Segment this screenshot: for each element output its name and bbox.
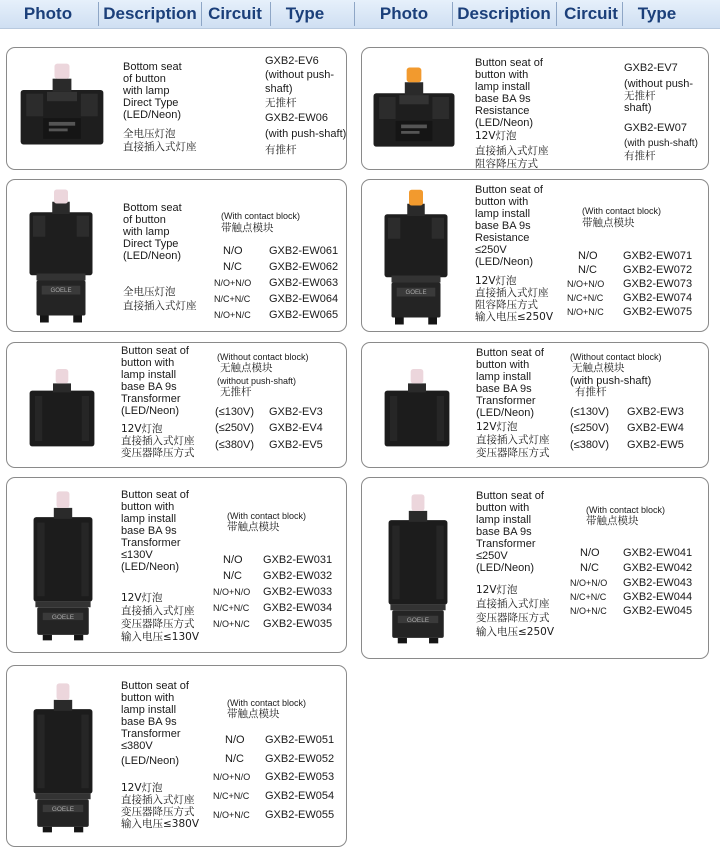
type-code: GXB2-EW4 [627, 422, 684, 434]
type-code: GXB2-EW042 [623, 562, 693, 574]
desc-cn-line: 12V灯泡 [121, 592, 163, 604]
desc-line: Direct Type [123, 238, 179, 250]
circuit-label: N/C+N/C [213, 603, 250, 613]
product-photo [15, 54, 109, 156]
desc-line: (LED/Neon) [123, 109, 182, 121]
desc-line: (LED/Neon) [475, 117, 534, 129]
type-code: GXB2-EW075 [623, 306, 693, 318]
product-card-ev7 [361, 47, 709, 170]
header-divider [98, 2, 99, 26]
desc-cn-line: 12V灯泡 [475, 130, 517, 142]
desc-line: base BA 9s [475, 93, 531, 105]
desc-line: Button seat of [476, 347, 544, 359]
circuit-label: N/O+N/C [570, 606, 607, 616]
desc-line: Button seat of [121, 489, 189, 501]
desc-line: lamp install [121, 513, 177, 525]
header-type: Type [637, 4, 677, 23]
contact-block-note: (With contact block) [586, 505, 666, 515]
desc-cn-line: 变压器降压方式 [476, 447, 550, 459]
circuit-label: N/O [578, 250, 598, 262]
product-card-ev6 [6, 47, 347, 170]
type-note: shaft) [624, 102, 652, 114]
desc-cn-line: 12V灯泡 [121, 782, 163, 794]
contact-block-note: (Without contact block) [217, 352, 309, 362]
circuit-label: N/O+N/O [567, 279, 605, 289]
desc-line: (LED/Neon) [121, 561, 180, 573]
desc-line: Button seat of [476, 490, 544, 502]
contact-block-note: (Without contact block) [570, 352, 662, 362]
desc-cn-line: 变压器降压方式 [476, 612, 550, 624]
desc-line: Bottom seat [123, 61, 182, 73]
product-photo [17, 674, 109, 838]
desc-cn-line: 直接插入式灯座 [476, 434, 550, 446]
desc-line: lamp install [121, 369, 177, 381]
circuit-label: N/O [223, 245, 243, 257]
circuit-label: N/O+N/O [214, 278, 252, 288]
desc-line: of button [123, 73, 166, 85]
desc-cn-line: 12V灯泡 [476, 584, 518, 596]
desc-line: base BA 9s [121, 525, 177, 537]
voltage-label: (≤250V) [215, 422, 255, 434]
push-shaft-note: (without push-shaft) [217, 376, 297, 386]
lamp-white [57, 491, 70, 508]
desc-line: (LED/Neon) [476, 562, 535, 574]
contact-block-note-cn: 带触点模块 [582, 217, 635, 229]
desc-line: (LED/Neon) [476, 407, 535, 419]
header-type: Type [285, 4, 325, 23]
desc-cn-line: 变压器降压方式 [121, 447, 195, 459]
desc-line: Transformer [476, 395, 536, 407]
type-note: (without push- [624, 78, 694, 90]
circuit-label: N/C+N/C [570, 592, 607, 602]
voltage-label: (≤130V) [570, 406, 610, 418]
circuit-label: N/O+N/C [214, 310, 251, 320]
desc-cn-line: 直接插入式灯座 [123, 300, 197, 312]
type-code: GXB2-EV3 [269, 406, 323, 418]
type-code: GXB2-EW063 [269, 277, 339, 289]
product-logo-text: GOELE [50, 286, 72, 294]
contact-block-note: (With contact block) [227, 698, 307, 708]
lamp-white [56, 369, 69, 383]
type-code: GXB2-EW07 [624, 122, 687, 134]
type-code: GXB2-EW034 [263, 602, 333, 614]
desc-line: lamp install [475, 81, 531, 93]
type-code: GXB2-EW074 [623, 292, 693, 304]
type-code: GXB2-EW035 [263, 618, 333, 630]
circuit-label: N/O [580, 547, 600, 559]
header-photo: Photo [23, 4, 73, 23]
desc-line: button with [476, 359, 530, 371]
product-card-ew03x [6, 477, 347, 653]
desc-line: Button seat of [475, 57, 543, 69]
type-code: GXB2-EW054 [265, 790, 335, 802]
circuit-label: N/O+N/C [213, 810, 250, 820]
desc-line: Button seat of [121, 345, 189, 357]
lamp-white [411, 369, 424, 383]
lamp-orange [407, 68, 422, 83]
desc-cn-line: 12V灯泡 [121, 423, 163, 435]
header-description: Description [103, 4, 197, 23]
type-code: GXB2-EW071 [623, 250, 693, 262]
desc-cn-line: 直接插入式灯座 [121, 435, 195, 447]
desc-cn-line: 变压器降压方式 [121, 618, 195, 630]
desc-line: lamp install [121, 704, 177, 716]
desc-cn-line: 全电压灯泡 [123, 286, 176, 298]
header-divider [354, 2, 355, 26]
product-photo [372, 484, 464, 650]
type-note-cn: 无推杆 [624, 90, 656, 102]
type-code: GXB2-EV6 [265, 55, 319, 67]
circuit-label: N/C+N/C [567, 293, 604, 303]
circuit-label: N/O [225, 734, 245, 746]
product-card-ew04x [361, 477, 709, 659]
desc-line: ≤380V [121, 740, 153, 752]
product-photo [368, 60, 460, 156]
desc-line: button with [121, 692, 175, 704]
type-note: (without push- [265, 69, 335, 81]
desc-cn-line: 阻容降压方式 [475, 299, 538, 311]
header-divider [622, 2, 623, 26]
product-logo-text: GOELE [406, 617, 430, 625]
product-card-ew3 [361, 342, 709, 468]
push-shaft-note: (with push-shaft) [570, 375, 652, 387]
header-divider [270, 2, 271, 26]
type-code: GXB2-EW031 [263, 554, 333, 566]
desc-line: ≤250V [476, 550, 508, 562]
desc-line: Resistance [475, 105, 530, 117]
product-card-ew07x [361, 179, 709, 332]
desc-line: lamp install [476, 514, 532, 526]
product-logo-text: GOELE [405, 288, 427, 296]
desc-line: (LED/Neon) [475, 256, 534, 268]
product-photo [368, 188, 464, 328]
type-code: GXB2-EW061 [269, 245, 339, 257]
push-shaft-note-cn: 有推杆 [575, 386, 607, 398]
type-note-cn: 有推杆 [265, 144, 297, 156]
product-card-ew05x [6, 665, 347, 847]
contact-block-note-cn: 带触点模块 [221, 222, 274, 234]
product-logo-text: GOELE [51, 806, 75, 814]
circuit-label: N/O+N/O [570, 578, 608, 588]
contact-block-note-cn: 带触点模块 [586, 515, 639, 527]
desc-line: Resistance [475, 232, 530, 244]
desc-cn-line: 全电压灯泡 [123, 128, 176, 140]
desc-cn-line: 直接插入式灯座 [123, 141, 197, 153]
circuit-label: N/C [225, 753, 244, 765]
circuit-label: N/C+N/C [213, 791, 250, 801]
desc-line: of button [123, 214, 166, 226]
product-card-ev3 [6, 342, 347, 468]
contact-block-note-cn: 带触点模块 [227, 708, 280, 720]
type-code: GXB2-EW033 [263, 586, 333, 598]
desc-cn-line: 直接插入式灯座 [121, 794, 195, 806]
desc-line: (LED/Neon) [121, 405, 180, 417]
desc-line: base BA 9s [476, 383, 532, 395]
desc-line: Transformer [121, 393, 181, 405]
type-code: GXB2-EW052 [265, 753, 335, 765]
desc-cn-line: 12V灯泡 [475, 275, 517, 287]
circuit-label: N/O+N/C [213, 619, 250, 629]
header-photo: Photo [379, 4, 429, 23]
lamp-white [54, 190, 68, 204]
desc-line: ≤130V [121, 549, 153, 561]
desc-line: button with [121, 501, 175, 513]
lamp-orange [409, 190, 423, 206]
desc-line: base BA 9s [121, 381, 177, 393]
type-code: GXB2-EW044 [623, 591, 693, 603]
circuit-label: N/C [223, 261, 242, 273]
type-code: GXB2-EW073 [623, 278, 693, 290]
desc-cn-line: 输入电压≤250V [475, 311, 554, 323]
type-code: GXB2-EV7 [624, 62, 678, 74]
desc-line: base BA 9s [476, 526, 532, 538]
header-description: Description [457, 4, 551, 23]
type-code: GXB2-EW051 [265, 734, 335, 746]
circuit-label: N/O+N/C [567, 307, 604, 317]
contact-block-note-cn: 无触点模块 [572, 362, 625, 374]
contact-block-note: (With contact block) [221, 211, 301, 221]
product-logo-text: GOELE [51, 614, 75, 622]
desc-line: (LED/Neon) [121, 755, 180, 767]
desc-line: Button seat of [121, 680, 189, 692]
type-code: GXB2-EW065 [269, 309, 339, 321]
type-code: GXB2-EW064 [269, 293, 339, 305]
lamp-white [57, 683, 70, 700]
desc-cn-line: 变压器降压方式 [121, 806, 195, 818]
desc-line: button with [121, 357, 175, 369]
desc-cn-line: 输入电压≤130V [121, 631, 200, 643]
desc-line: base BA 9s [121, 716, 177, 728]
type-code: GXB2-EW06 [265, 112, 328, 124]
contact-block-note: (With contact block) [582, 206, 662, 216]
desc-line: Transformer [476, 538, 536, 550]
type-code: GXB2-EW5 [627, 439, 684, 451]
desc-line: Bottom seat [123, 202, 182, 214]
circuit-label: N/O [223, 554, 243, 566]
desc-line: button with [475, 69, 529, 81]
desc-cn-line: 直接插入式灯座 [475, 145, 549, 157]
header-circuit: Circuit [564, 4, 618, 23]
voltage-label: (≤380V) [570, 439, 610, 451]
desc-line: lamp install [476, 371, 532, 383]
voltage-label: (≤380V) [215, 439, 255, 451]
desc-line: base BA 9s [475, 220, 531, 232]
voltage-label: (≤130V) [215, 406, 255, 418]
desc-line: button with [475, 196, 529, 208]
voltage-label: (≤250V) [570, 422, 610, 434]
product-card-ew06x [6, 179, 347, 332]
desc-line: (LED/Neon) [123, 250, 182, 262]
product-photo [13, 186, 109, 326]
type-note-cn: 无推杆 [265, 97, 297, 109]
product-photo [17, 484, 109, 644]
type-code: GXB2-EW072 [623, 264, 693, 276]
type-code: GXB2-EW055 [265, 809, 335, 821]
desc-line: Button seat of [475, 184, 543, 196]
type-code: GXB2-EV4 [269, 422, 323, 434]
lamp-white [54, 64, 69, 79]
desc-cn-line: 直接插入式灯座 [476, 598, 550, 610]
desc-line: Transformer [121, 537, 181, 549]
type-note: shaft) [265, 83, 293, 95]
type-code: GXB2-EW062 [269, 261, 339, 273]
desc-cn-line: 阻容降压方式 [475, 158, 538, 170]
desc-line: Direct Type [123, 97, 179, 109]
desc-cn-line: 输入电压≤380V [121, 818, 200, 830]
type-code: GXB2-EW3 [627, 406, 684, 418]
contact-block-note: (With contact block) [227, 511, 307, 521]
type-note: (with push-shaft) [624, 138, 698, 149]
desc-cn-line: 直接插入式灯座 [475, 287, 549, 299]
type-note: (with push-shaft) [265, 128, 347, 140]
circuit-label: N/C [223, 570, 242, 582]
header-divider [556, 2, 557, 26]
header-circuit: Circuit [208, 4, 262, 23]
product-photo [17, 349, 107, 461]
type-code: GXB2-EW032 [263, 570, 333, 582]
type-code: GXB2-EW041 [623, 547, 693, 559]
desc-line: lamp install [475, 208, 531, 220]
product-photo [372, 349, 462, 461]
desc-line: button with [476, 502, 530, 514]
circuit-label: N/O+N/O [213, 587, 251, 597]
desc-line: ≤250V [475, 244, 507, 256]
type-note-cn: 有推杆 [624, 150, 656, 162]
circuit-label: N/C [580, 562, 599, 574]
desc-cn-line: 输入电压≤250V [476, 626, 555, 638]
circuit-label: N/C [578, 264, 597, 276]
type-code: GXB2-EW045 [623, 605, 693, 617]
push-shaft-note-cn: 无推杆 [220, 386, 252, 398]
desc-cn-line: 12V灯泡 [476, 421, 518, 433]
circuit-label: N/O+N/O [213, 772, 251, 782]
desc-line: Transformer [121, 728, 181, 740]
circuit-label: N/C+N/C [214, 294, 251, 304]
desc-cn-line: 直接插入式灯座 [121, 605, 195, 617]
lamp-white [412, 494, 425, 511]
header-divider [452, 2, 453, 26]
contact-block-note-cn: 带触点模块 [227, 521, 280, 533]
desc-line: with lamp [123, 85, 170, 97]
desc-line: with lamp [123, 226, 170, 238]
type-code: GXB2-EW053 [265, 771, 335, 783]
type-code: GXB2-EW043 [623, 577, 693, 589]
type-code: GXB2-EV5 [269, 439, 323, 451]
table-header [0, 0, 720, 29]
contact-block-note-cn: 无触点模块 [220, 362, 273, 374]
